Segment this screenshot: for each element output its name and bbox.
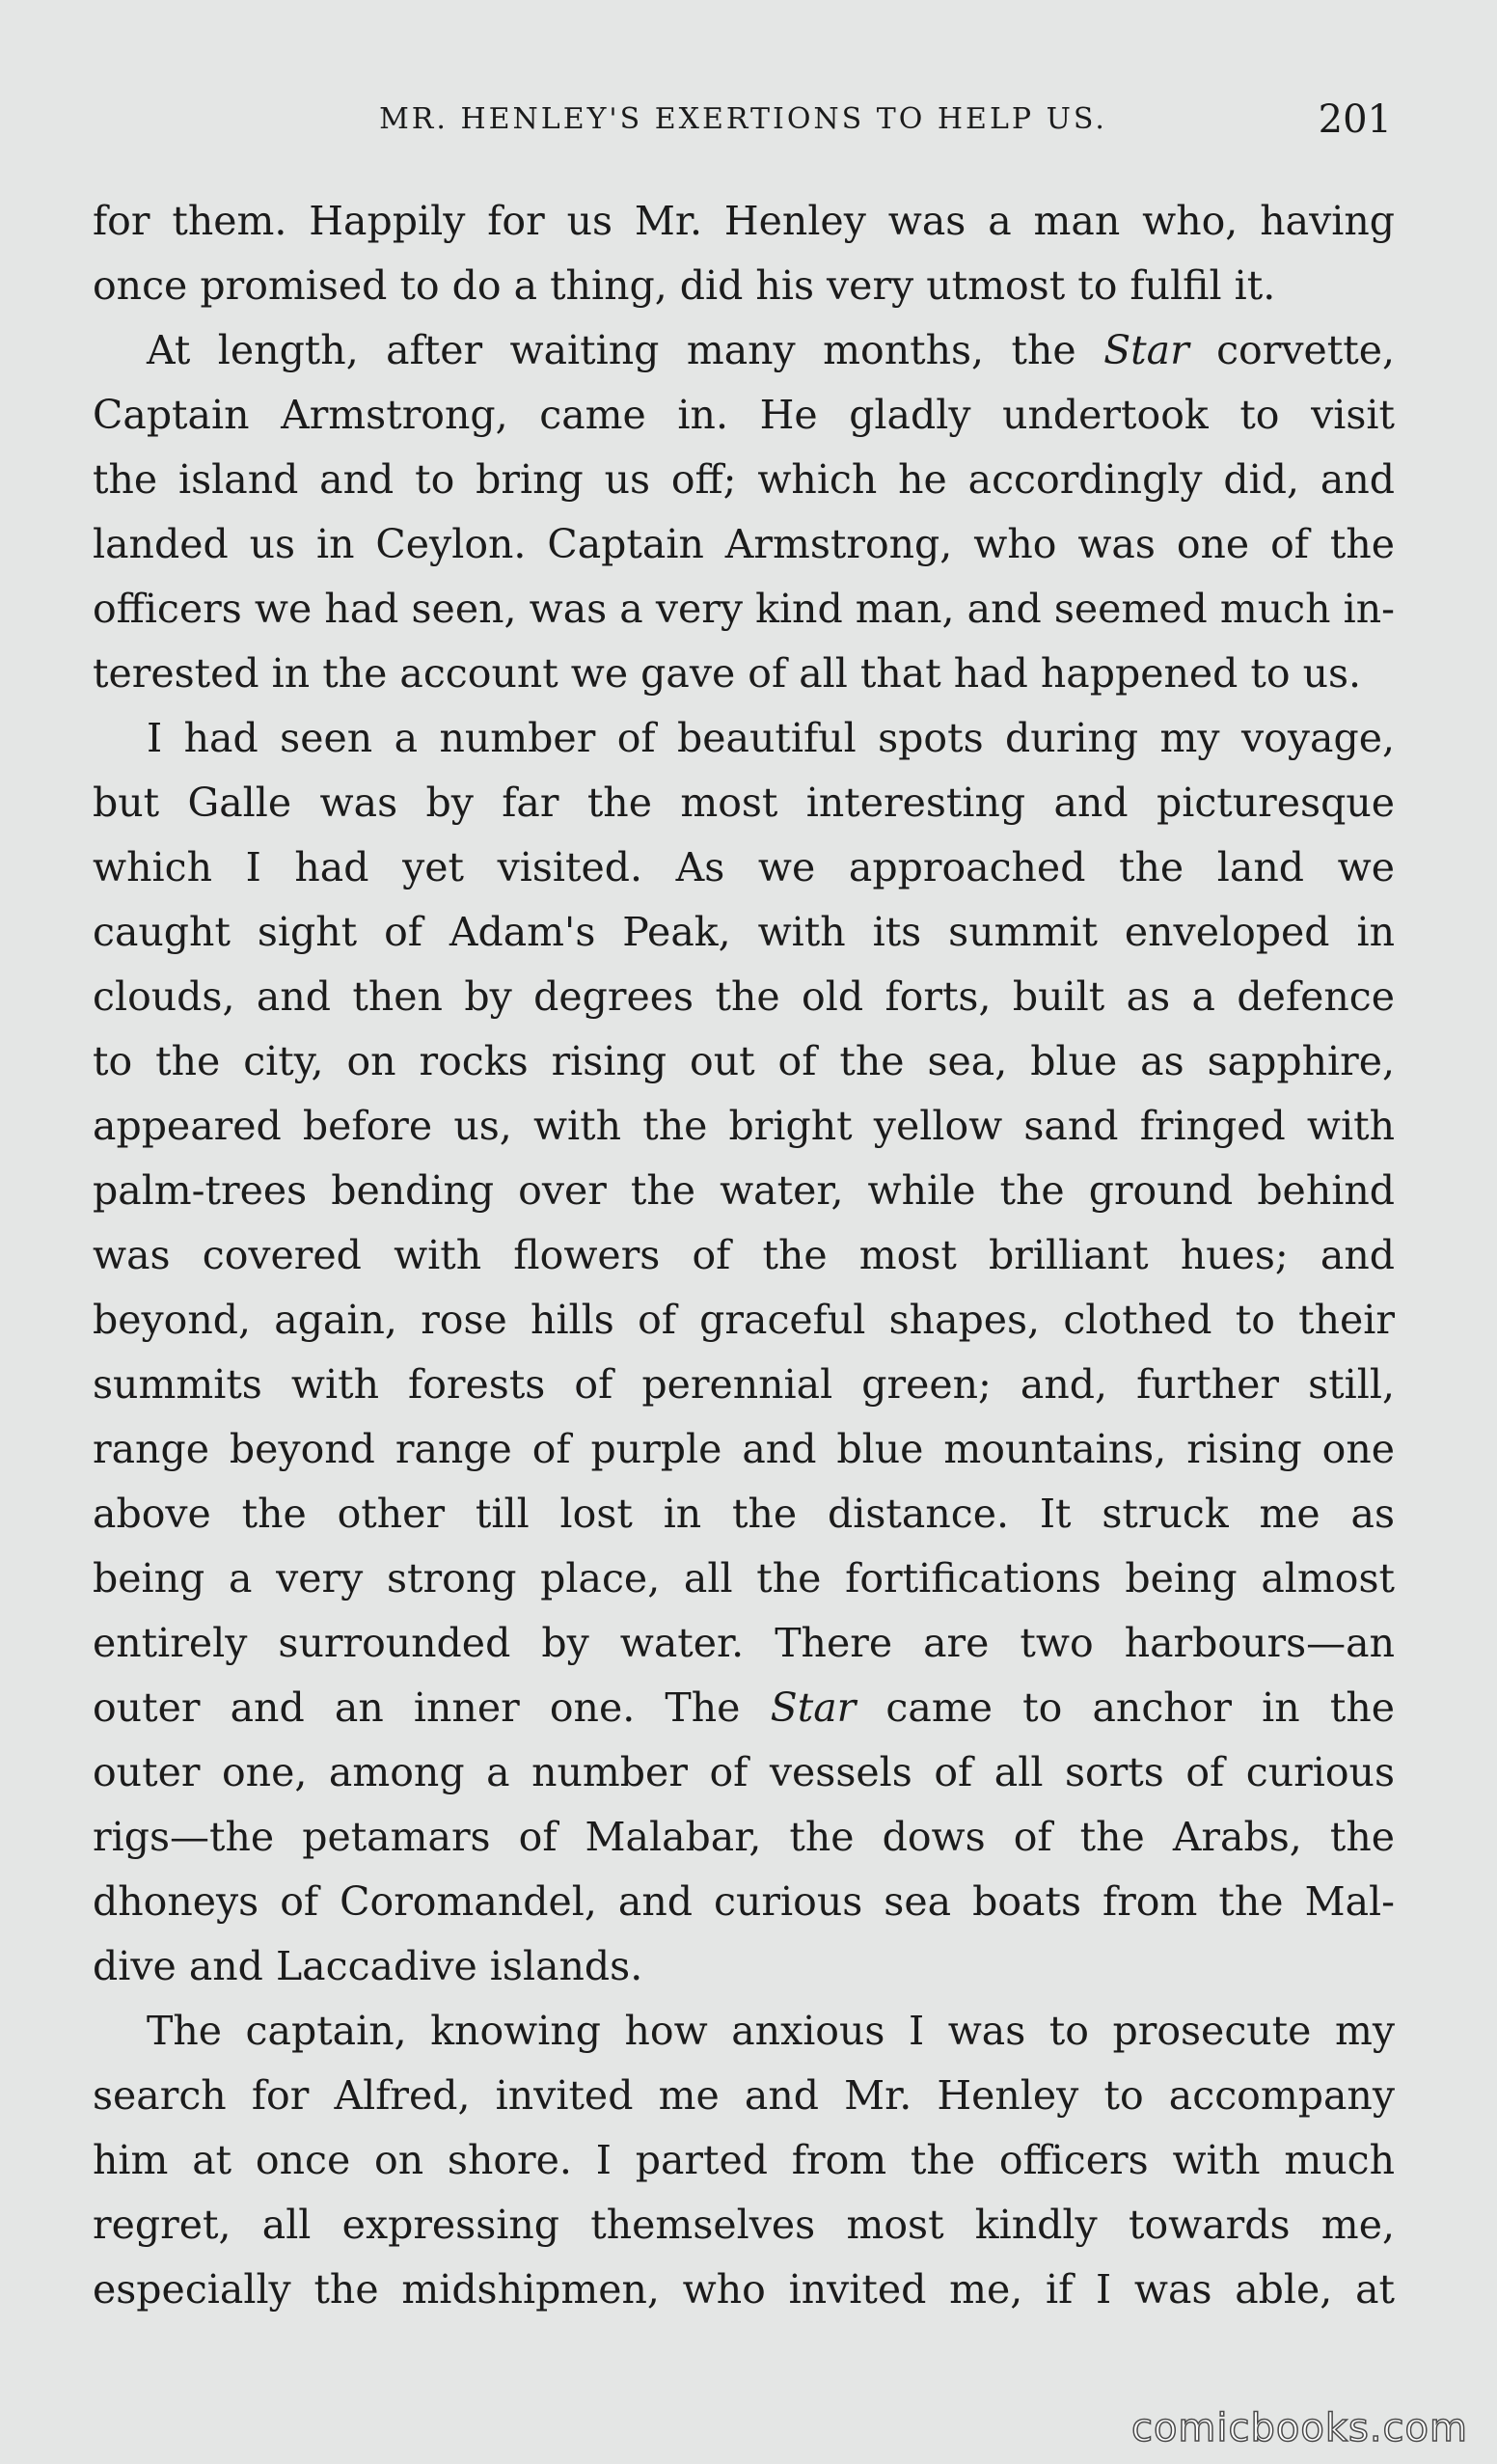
text-run: came to anchor in the — [856, 1684, 1395, 1731]
text-run: corvette, — [1188, 327, 1396, 373]
text-line: palm-trees bending over the water, while the ground behind — [93, 1167, 1395, 1214]
text-line — [93, 1676, 1395, 1740]
text-line: for them. Happily for us Mr. Henley was a man who, having — [93, 198, 1395, 244]
text-run: At length, after waiting many months, the — [147, 327, 1104, 373]
text-line: being a very strong place, all the fortifications being almost — [93, 1555, 1395, 1602]
text-line: beyond, again, rose hills of graceful shapes, clothed to their — [93, 1297, 1395, 1343]
text-line: entirely surrounded by water. There are two harbours—an — [93, 1620, 1395, 1666]
text-line — [93, 318, 1395, 383]
text-line: terested in the account we gave of all that had happened to us. — [93, 650, 1362, 697]
text-run: outer and an inner one. The — [93, 1684, 771, 1731]
text-line: landed us in Ceylon. Captain Armstrong, who was one of the — [93, 521, 1395, 567]
text-line: rigs—the petamars of Malabar, the dows of the Arabs, the — [93, 1814, 1395, 1860]
text-line: was covered with flowers of the most brilliant hues; and — [93, 1232, 1395, 1278]
text-line: regret, all expressing themselves most kindly towards me, — [93, 2202, 1395, 2248]
text-line: dhoneys of Coromandel, and curious sea boats from the Mal- — [93, 1878, 1395, 1925]
text-line: outer one, among a number of vessels of all sorts of curious — [93, 1749, 1395, 1795]
text-line: which I had yet visited. As we approached the land we — [93, 844, 1395, 890]
text-line: especially the midshipmen, who invited me, if I was able, at — [93, 2266, 1395, 2313]
text-line: but Galle was by far the most interesting and picturesque — [93, 780, 1395, 826]
text-line: officers we had seen, was a very kind man, and seemed much in- — [93, 586, 1395, 632]
text-line: above the other till lost in the distance. It struck me as — [93, 1491, 1395, 1537]
text-line: search for Alfred, invited me and Mr. Henley to accompany — [93, 2072, 1395, 2119]
body-text — [93, 189, 1395, 2322]
text-line: him at once on shore. I parted from the officers with much — [93, 2137, 1395, 2183]
text-line: Captain Armstrong, came in. He gladly undertook to visit — [93, 392, 1395, 438]
text-line: to the city, on rocks rising out of the sea, blue as sapphire, — [93, 1038, 1395, 1084]
text-line: the island and to bring us off; which he accordingly did, and — [93, 456, 1395, 503]
text-line: range beyond range of purple and blue mountains, rising one — [93, 1426, 1395, 1472]
text-line: The captain, knowing how anxious I was to prosecute my — [147, 2008, 1395, 2054]
watermark: comicbooks.com — [1130, 2406, 1468, 2450]
text-line: clouds, and then by degrees the old forts, built as a defence — [93, 973, 1395, 1020]
text-line: I had seen a number of beautiful spots during my voyage, — [147, 715, 1395, 761]
text-line: dive and Laccadive islands. — [93, 1943, 643, 1989]
text-line: caught sight of Adam's Peak, with its summit enveloped in — [93, 909, 1395, 955]
running-header — [95, 91, 1392, 149]
page-number: 201 — [1318, 97, 1392, 142]
running-title: MR. HENLEY'S EXERTIONS TO HELP US. — [379, 102, 1107, 136]
text-line: appeared before us, with the bright yellow sand fringed with — [93, 1103, 1395, 1149]
text-line: summits with forests of perennial green; and, further still, — [93, 1361, 1395, 1408]
ship-name-italic: Star — [770, 1684, 857, 1731]
ship-name-italic: Star — [1103, 327, 1189, 373]
text-line: once promised to do a thing, did his very utmost to fulfil it. — [93, 262, 1276, 309]
